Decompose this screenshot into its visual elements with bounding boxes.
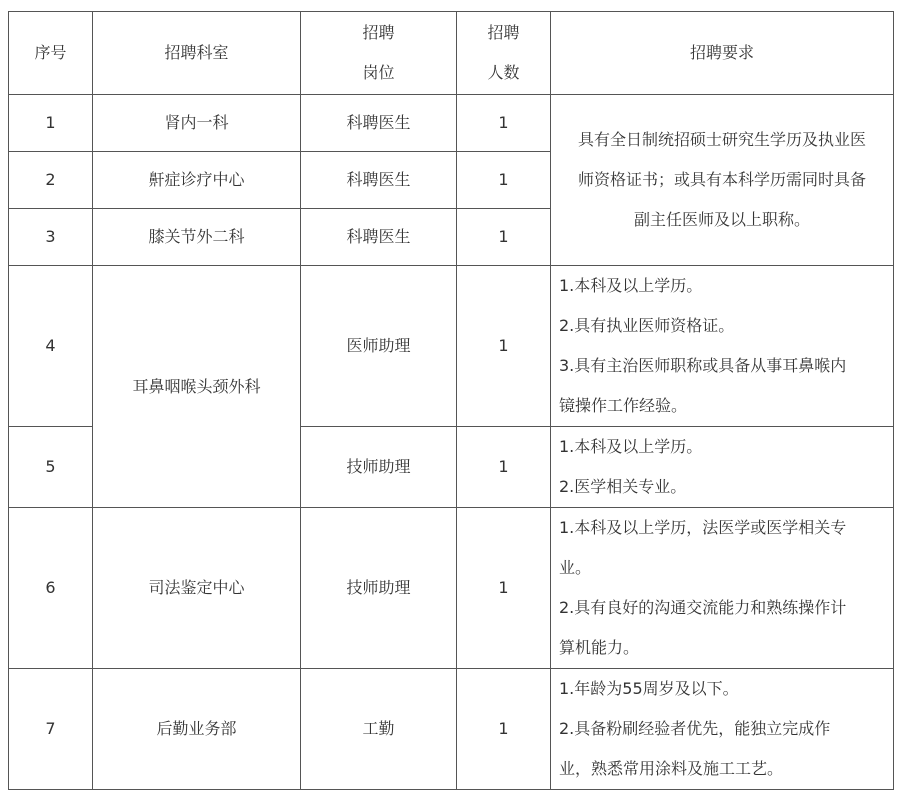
req-line: 2.具有执业医师资格证。 xyxy=(559,316,735,335)
cell-dept: 肾内一科 xyxy=(93,95,301,152)
req-line: 1.本科及以上学历。 xyxy=(559,276,703,295)
table-row xyxy=(9,508,894,669)
cell-dept: 后勤业务部 xyxy=(93,669,301,790)
cell-seq: 1 xyxy=(9,95,93,152)
recruitment-table xyxy=(8,11,894,790)
req-line: 具有全日制统招硕士研究生学历及执业医 xyxy=(577,130,866,149)
req-line: 2.医学相关专业。 xyxy=(559,477,687,496)
cell-requirements xyxy=(551,669,894,790)
req-line: 2.具有良好的沟通交流能力和熟练操作计 xyxy=(559,598,847,617)
cell-requirements xyxy=(551,508,894,669)
req-line: 算机能力。 xyxy=(559,638,640,657)
req-line: 1.本科及以上学历，法医学或医学相关专 xyxy=(559,518,847,537)
cell-seq: 5 xyxy=(9,427,93,508)
req-line: 业。 xyxy=(559,558,592,577)
req-line: 师资格证书；或具有本科学历需同时具备 xyxy=(577,170,866,189)
cell-seq: 6 xyxy=(9,508,93,669)
cell-post: 科聘医生 xyxy=(301,209,457,266)
header-count-line2: 人数 xyxy=(487,63,520,82)
header-post xyxy=(301,12,457,95)
cell-dept: 膝关节外二科 xyxy=(93,209,301,266)
cell-post: 技师助理 xyxy=(301,427,457,508)
cell-post: 科聘医生 xyxy=(301,95,457,152)
cell-count: 1 xyxy=(457,266,551,427)
header-post-line1: 招聘 xyxy=(362,23,395,42)
header-count-line1: 招聘 xyxy=(487,23,520,42)
cell-count: 1 xyxy=(457,427,551,508)
cell-count: 1 xyxy=(457,209,551,266)
cell-requirements-group xyxy=(551,95,894,266)
cell-post: 医师助理 xyxy=(301,266,457,427)
req-line: 2.具备粉刷经验者优先，能独立完成作 xyxy=(559,719,831,738)
cell-seq: 4 xyxy=(9,266,93,427)
header-req: 招聘要求 xyxy=(551,12,894,95)
table-row xyxy=(9,669,894,790)
header-seq: 序号 xyxy=(9,12,93,95)
req-line: 业，熟悉常用涂料及施工工艺。 xyxy=(559,759,784,778)
table-row xyxy=(9,266,894,427)
cell-count: 1 xyxy=(457,152,551,209)
cell-dept: 耳鼻咽喉头颈外科 xyxy=(93,266,301,508)
header-dept: 招聘科室 xyxy=(93,12,301,95)
cell-count: 1 xyxy=(457,95,551,152)
cell-requirements xyxy=(551,266,894,427)
cell-dept: 司法鉴定中心 xyxy=(93,508,301,669)
cell-seq: 7 xyxy=(9,669,93,790)
cell-post: 技师助理 xyxy=(301,508,457,669)
table-row xyxy=(9,95,894,152)
cell-count: 1 xyxy=(457,669,551,790)
header-post-line2: 岗位 xyxy=(362,63,395,82)
req-line: 3.具有主治医师职称或具备从事耳鼻喉内 xyxy=(559,356,847,375)
req-line: 1.本科及以上学历。 xyxy=(559,437,703,456)
cell-post: 工勤 xyxy=(301,669,457,790)
req-line: 副主任医师及以上职称。 xyxy=(633,210,810,229)
req-line: 镜操作工作经验。 xyxy=(559,396,688,415)
cell-dept: 鼾症诊疗中心 xyxy=(93,152,301,209)
cell-seq: 2 xyxy=(9,152,93,209)
cell-count: 1 xyxy=(457,508,551,669)
cell-seq: 3 xyxy=(9,209,93,266)
cell-post: 科聘医生 xyxy=(301,152,457,209)
cell-requirements xyxy=(551,427,894,508)
req-line: 1.年龄为55周岁及以下。 xyxy=(559,679,739,698)
header-count xyxy=(457,12,551,95)
header-row xyxy=(9,12,894,95)
